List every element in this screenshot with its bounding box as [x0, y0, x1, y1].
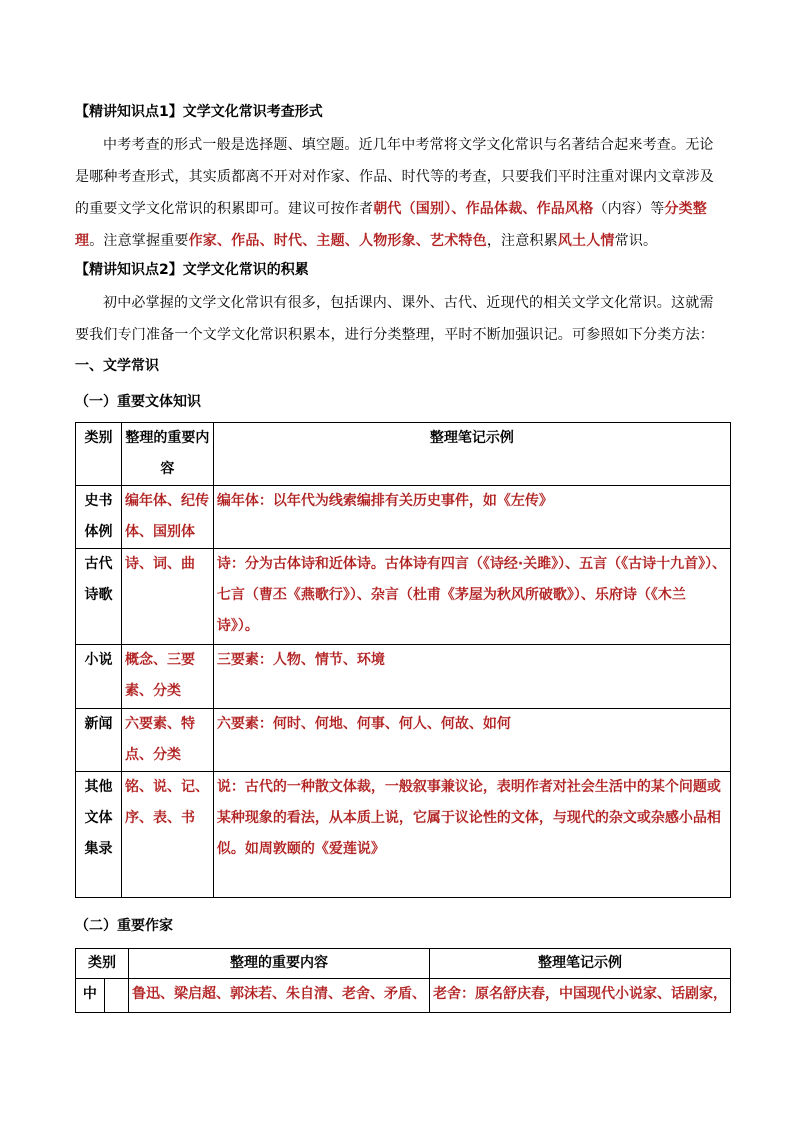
genre-table [75, 422, 731, 898]
table-row [76, 549, 731, 645]
section1-paragraph [75, 129, 723, 257]
row-content: 六要素、特点、分类 [121, 709, 213, 772]
row-note: 老舍：原名舒庆春，中国现代小说家、话剧家， [429, 979, 730, 1013]
important-writers-heading: （二）重要作家 [75, 918, 173, 934]
highlight-classify: 分类整理 [75, 201, 708, 249]
row-subcategory [104, 979, 128, 1013]
row-note: 说：古代的一种散文体裁，一般叙事兼议论，表明作者对社会生活中的某个问题或某种现象的看法，从本质上说，它属于议论性的文体，与现代的杂文或杂感小品相似。如周敦颐的《爱莲说》 [213, 772, 730, 898]
section1-text-d: ，注意积累 [486, 233, 558, 249]
table-row [76, 486, 731, 549]
row-content: 铭、说、记、序、表、书 [121, 772, 213, 898]
row-note: 三要素：人物、情节、环境 [213, 645, 730, 709]
header-notes: 整理笔记示例 [213, 423, 730, 486]
genre-knowledge-heading: （一）重要文体知识 [75, 394, 201, 410]
highlight-key-items: 作家、作品、时代、主题、人物形象、艺术特色 [188, 233, 487, 249]
table-row [76, 645, 731, 709]
header-category: 类别 [76, 949, 129, 979]
section2-paragraph: 初中必掌握的文学文化常识有很多，包括课内、课外、古代、近现代的相关文学文化常识。这就需要我们专门准备一个文学文化常识积累本，进行分类整理，平时不断加强识记。可参照如下分类方法： [75, 295, 714, 343]
row-content: 诗、词、曲 [121, 549, 213, 645]
section1-text-b: （内容）等 [593, 201, 665, 217]
header-notes: 整理笔记示例 [429, 949, 730, 979]
table-row [76, 772, 731, 898]
header-content: 整理的重要内容 [121, 423, 213, 486]
section2-heading: 【精讲知识点2】文学文化常识的积累 [75, 262, 309, 278]
row-note: 编年体：以年代为线索编排有关历史事件，如《左传》 [213, 486, 730, 549]
table-header-row [76, 423, 731, 486]
highlight-customs: 风土人情 [557, 233, 615, 249]
literary-knowledge-heading: 一、文学常识 [75, 358, 159, 374]
row-content: 编年体、纪传体、国别体 [121, 486, 213, 549]
header-content: 整理的重要内容 [128, 949, 429, 979]
section1-heading: 【精讲知识点1】文学文化常识考查形式 [75, 104, 323, 120]
row-content: 概念、三要素、分类 [121, 645, 213, 709]
row-category: 其他文体集录 [76, 772, 122, 898]
row-note: 六要素：何时、何地、何事、何人、何故、如何 [213, 709, 730, 772]
section1-text-e: 常识。 [614, 233, 658, 249]
row-category: 小说 [76, 645, 122, 709]
row-content: 鲁迅、梁启超、郭沫若、朱自清、老舍、矛盾、 [128, 979, 429, 1013]
row-category: 新闻 [76, 709, 122, 772]
table-header-row [76, 949, 731, 979]
table-row [76, 709, 731, 772]
row-category: 古代诗歌 [76, 549, 122, 645]
row-note: 诗：分为古体诗和近体诗。古体诗有四言（《诗经·关雎》）、五言（《古诗十九首》）、七言（曹丕《燕歌行》）、杂言（杜甫《茅屋为秋风所破歌》）、乐府诗（《木兰诗》）。 [213, 549, 730, 645]
row-category: 史书体例 [76, 486, 122, 549]
row-category: 中 [76, 979, 105, 1013]
section1-text-a: 中考考查的形式一般是选择题、填空题。近几年中考常将文学文化常识与名著结合起来考查。无论是哪种考查形式，其实质都离不开对对作家、作品、时代等的考查，只要我们平时注重对课内文章涉及的重要文学文化常识的积累即可。建议可按作者 [75, 137, 714, 217]
writers-table [75, 948, 731, 1013]
section1-text-c: 。注意掌握重要 [89, 233, 189, 249]
table-row [76, 979, 731, 1013]
header-category: 类别 [76, 423, 122, 486]
highlight-dynasty-genre-style: 朝代（国别）、作品体裁、作品风格 [373, 201, 594, 217]
